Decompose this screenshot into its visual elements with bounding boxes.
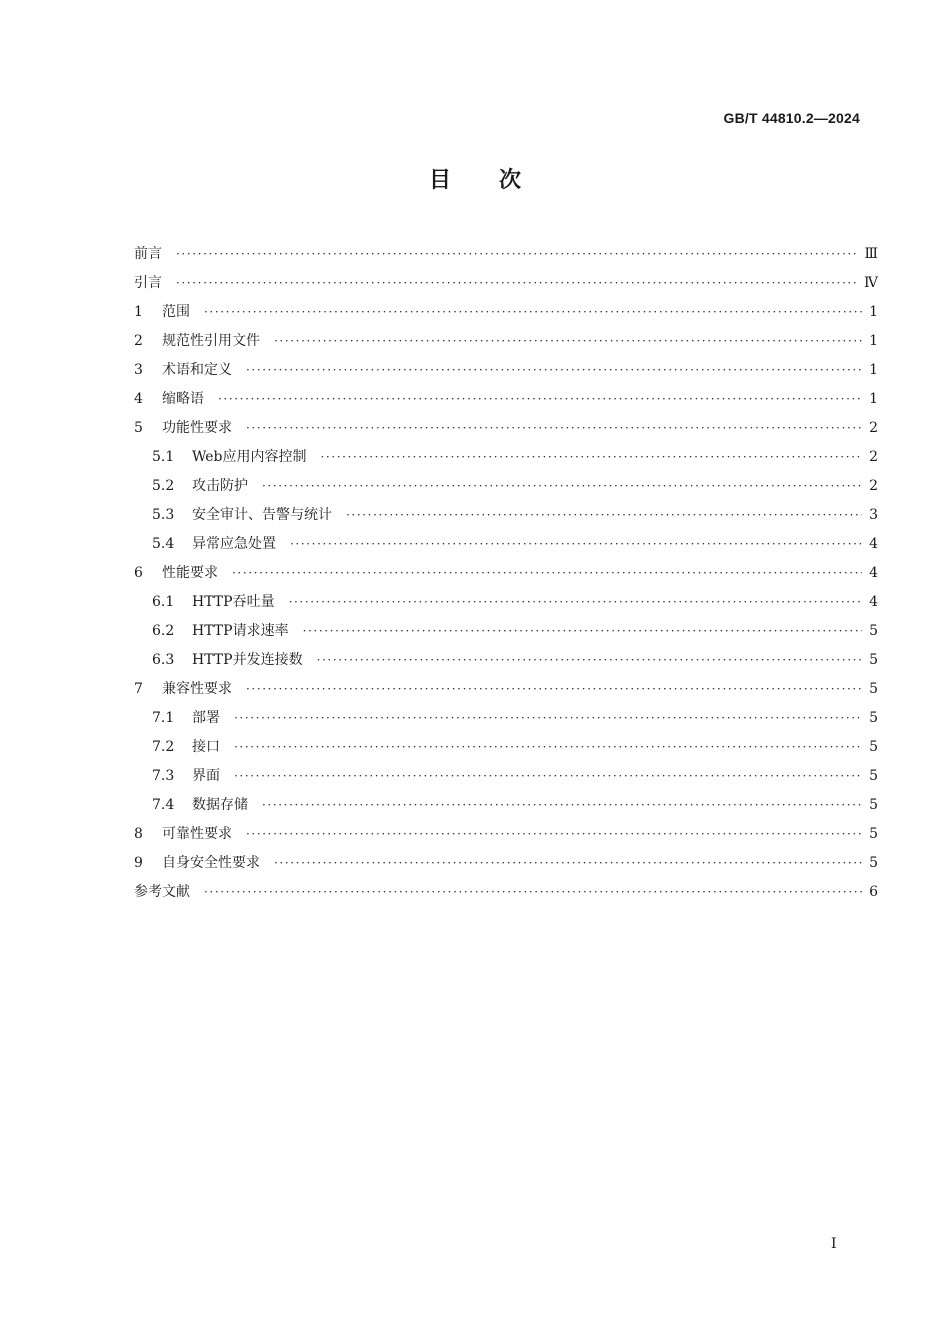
toc-entry-page: 5 <box>869 826 878 842</box>
toc-entry-page: 1 <box>869 391 878 407</box>
toc-entry-number: 1 <box>134 304 143 320</box>
toc-entry-label: 接口 <box>192 739 220 755</box>
toc-entry[interactable] <box>134 327 878 356</box>
toc-entry-number: 8 <box>134 826 143 842</box>
toc-dot-leader <box>321 443 863 472</box>
toc-entry-label: 数据存储 <box>192 797 248 813</box>
toc-entry[interactable] <box>134 791 878 820</box>
toc-entry-page: 2 <box>869 449 878 465</box>
toc-dot-leader <box>262 791 862 820</box>
toc-entry-page: 5 <box>869 855 878 871</box>
standard-number: GB/T 44810.2—2024 <box>723 110 860 126</box>
toc-entry-label: 规范性引用文件 <box>162 333 260 349</box>
toc-entry-label: 安全审计、告警与统计 <box>192 507 332 523</box>
toc-entry-label: 引言 <box>134 275 162 291</box>
toc-entry[interactable] <box>134 878 878 907</box>
toc-entry-page: 1 <box>869 304 878 320</box>
toc-entry-number: 6 <box>134 565 143 581</box>
toc-entry-page: 5 <box>869 652 878 668</box>
toc-entry[interactable] <box>134 240 878 269</box>
toc-entry-page: 5 <box>869 681 878 697</box>
toc-entry-label: 范围 <box>162 304 190 320</box>
toc-entry-number: 5.3 <box>152 507 175 523</box>
toc-entry-label: 前言 <box>134 246 162 262</box>
toc-dot-leader <box>234 762 862 791</box>
toc-entry-page: 1 <box>869 333 878 349</box>
toc-dot-leader <box>218 385 862 414</box>
toc-entry[interactable] <box>134 501 878 530</box>
toc-entry-number: 7.4 <box>152 797 175 813</box>
toc-entry[interactable] <box>134 559 878 588</box>
toc-dot-leader <box>234 704 862 733</box>
toc-entry[interactable] <box>134 646 878 675</box>
toc-entry-page: 4 <box>869 536 878 552</box>
toc-entry[interactable] <box>134 762 878 791</box>
toc-entry-label: 参考文献 <box>134 884 190 900</box>
toc-entry-number: 6.2 <box>152 623 175 639</box>
toc-entry-page: 5 <box>869 739 878 755</box>
toc-entry-page: 5 <box>869 710 878 726</box>
toc-dot-leader <box>246 356 862 385</box>
toc-entry-page: 5 <box>869 797 878 813</box>
toc-entry-label: HTTP并发连接数 <box>192 652 303 668</box>
toc-entry-number: 7.2 <box>152 739 175 755</box>
toc-dot-leader <box>274 849 862 878</box>
toc-entry-label: 异常应急处置 <box>192 536 276 552</box>
toc-entry[interactable] <box>134 849 878 878</box>
toc-entry[interactable] <box>134 356 878 385</box>
toc-entry[interactable] <box>134 443 878 472</box>
toc-dot-leader <box>204 878 862 907</box>
toc-entry[interactable] <box>134 588 878 617</box>
toc-entry[interactable] <box>134 414 878 443</box>
toc-dot-leader <box>176 269 858 298</box>
toc-dot-leader <box>290 530 862 559</box>
toc-entry[interactable] <box>134 530 878 559</box>
toc-dot-leader <box>232 559 862 588</box>
toc-entry-label: 兼容性要求 <box>162 681 232 697</box>
toc-entry-label: Web应用内容控制 <box>192 449 307 465</box>
toc-entry-number: 5.2 <box>152 478 175 494</box>
toc-entry[interactable] <box>134 820 878 849</box>
toc-dot-leader <box>274 327 862 356</box>
toc-entry-number: 9 <box>134 855 143 871</box>
toc-entry-label: 攻击防护 <box>192 478 248 494</box>
page-folio: Ⅰ <box>831 1236 837 1252</box>
toc-entry-label: 部署 <box>192 710 220 726</box>
toc-entry-page: 2 <box>869 420 878 436</box>
toc-entry[interactable] <box>134 269 878 298</box>
toc-entry-page: 4 <box>869 594 878 610</box>
toc-dot-leader <box>346 501 862 530</box>
toc-dot-leader <box>246 414 862 443</box>
toc-entry-label: HTTP吞吐量 <box>192 594 275 610</box>
toc-dot-leader <box>289 588 862 617</box>
toc-entry-number: 5.1 <box>152 449 175 465</box>
toc-entry[interactable] <box>134 472 878 501</box>
toc-dot-leader <box>234 733 862 762</box>
toc-entry[interactable] <box>134 617 878 646</box>
toc-entry-page: 6 <box>869 884 878 900</box>
toc-entry-number: 7.3 <box>152 768 175 784</box>
toc-entry[interactable] <box>134 298 878 327</box>
toc-entry-page: Ⅲ <box>864 246 878 262</box>
toc-entry-page: 2 <box>869 478 878 494</box>
toc-entry-label: 界面 <box>192 768 220 784</box>
toc-dot-leader <box>303 617 862 646</box>
toc-entry[interactable] <box>134 704 878 733</box>
toc-entry-label: 术语和定义 <box>162 362 232 378</box>
toc-entry-page: 3 <box>869 507 878 523</box>
toc-entry-page: 4 <box>869 565 878 581</box>
toc-entry-label: 可靠性要求 <box>162 826 232 842</box>
toc-entry-number: 4 <box>134 391 143 407</box>
toc-dot-leader <box>176 240 858 269</box>
toc-dot-leader <box>246 820 862 849</box>
toc-entry-page: 1 <box>869 362 878 378</box>
toc-entry-number: 5.4 <box>152 536 175 552</box>
toc-dot-leader <box>246 675 862 704</box>
toc-entry-label: 缩略语 <box>162 391 204 407</box>
toc-entry-number: 3 <box>134 362 143 378</box>
toc-entry-number: 6.3 <box>152 652 175 668</box>
toc-entry-number: 5 <box>134 420 143 436</box>
toc-entry-label: 功能性要求 <box>162 420 232 436</box>
toc-entry-number: 7 <box>134 681 143 697</box>
toc-entry-number: 2 <box>134 333 143 349</box>
toc-dot-leader <box>317 646 862 675</box>
toc-entry[interactable] <box>134 675 878 704</box>
toc-entry-label: 自身安全性要求 <box>162 855 260 871</box>
toc-entry[interactable] <box>134 733 878 762</box>
table-of-contents <box>134 240 878 907</box>
toc-entry-page: 5 <box>869 623 878 639</box>
toc-entry-page: 5 <box>869 768 878 784</box>
toc-entry-number: 7.1 <box>152 710 175 726</box>
page-title: 目次 <box>428 168 569 193</box>
toc-dot-leader <box>204 298 862 327</box>
toc-entry[interactable] <box>134 385 878 414</box>
toc-dot-leader <box>262 472 862 501</box>
toc-entry-label: 性能要求 <box>162 565 218 581</box>
toc-entry-page: Ⅳ <box>864 275 878 291</box>
toc-entry-number: 6.1 <box>152 594 175 610</box>
toc-entry-label: HTTP请求速率 <box>192 623 289 639</box>
